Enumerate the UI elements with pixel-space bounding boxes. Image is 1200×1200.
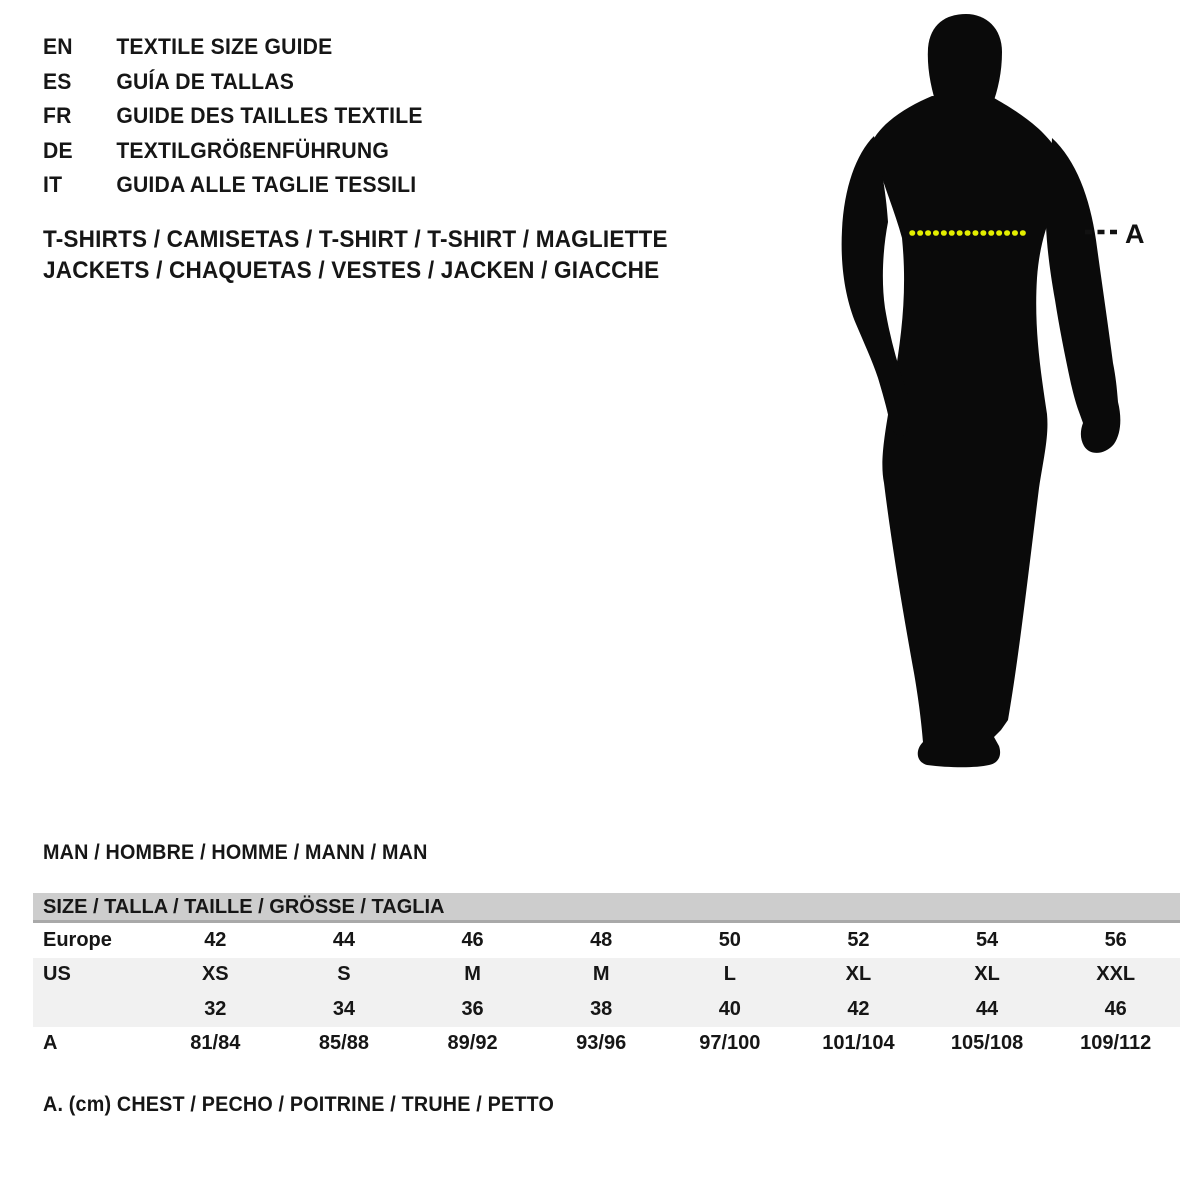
size-table-cell: 44 bbox=[332, 928, 356, 951]
size-table-cell: 48 bbox=[590, 928, 613, 951]
language-title-block bbox=[43, 30, 423, 203]
category-line-jackets: JACKETS / CHAQUETAS / VESTES / JACKEN / GIACCHE bbox=[43, 257, 660, 284]
size-table-cell: 44 bbox=[975, 997, 999, 1020]
size-table-cell: XS bbox=[201, 963, 229, 986]
size-table-row bbox=[33, 992, 1180, 1027]
category-line-tshirts: T-SHIRTS / CAMISETAS / T-SHIRT / T-SHIRT / MAGLIETTE bbox=[43, 226, 668, 253]
language-code: ES bbox=[43, 68, 72, 94]
size-table-cell: S bbox=[337, 963, 351, 986]
size-table-cell: 56 bbox=[1104, 928, 1127, 951]
size-table-cell: M bbox=[464, 963, 481, 986]
size-table-row-label: US bbox=[43, 963, 71, 986]
size-table-cell: 105/108 bbox=[950, 1032, 1024, 1055]
size-table-cell: L bbox=[723, 963, 736, 986]
size-table-cell: 93/96 bbox=[576, 1032, 627, 1055]
man-silhouette-head bbox=[928, 14, 1002, 106]
size-table bbox=[33, 893, 1180, 1061]
category-block bbox=[43, 224, 668, 286]
man-silhouette-svg bbox=[828, 8, 1150, 790]
size-table-cell: 101/104 bbox=[822, 1032, 895, 1055]
size-table-cell: 97/100 bbox=[699, 1032, 761, 1055]
size-table-cell: 46 bbox=[1104, 997, 1127, 1020]
guide-title: TEXTILE SIZE GUIDE bbox=[116, 34, 333, 60]
size-table-cell: 81/84 bbox=[190, 1032, 241, 1055]
language-row bbox=[43, 168, 423, 203]
size-table-cell: 46 bbox=[461, 928, 484, 951]
language-row bbox=[43, 134, 423, 169]
size-table-cell: 54 bbox=[975, 928, 999, 951]
size-table-cell: M bbox=[592, 963, 610, 986]
size-table-cell: XL bbox=[974, 963, 1000, 986]
size-table-cell: 40 bbox=[718, 997, 741, 1020]
language-row bbox=[43, 65, 423, 100]
size-table-cell: 36 bbox=[461, 997, 484, 1020]
size-table-row bbox=[33, 1027, 1180, 1062]
size-table-row bbox=[33, 958, 1180, 993]
size-table-cell: 42 bbox=[204, 928, 227, 951]
size-table-cell: 50 bbox=[718, 928, 741, 951]
language-code: EN bbox=[43, 34, 73, 60]
measurement-footnote: A. (cm) CHEST / PECHO / POITRINE / TRUHE / PETTO bbox=[43, 1093, 554, 1116]
measure-label-a: A bbox=[1125, 219, 1145, 249]
language-code: FR bbox=[43, 103, 72, 129]
guide-title: GUÍA DE TALLAS bbox=[116, 68, 295, 94]
man-silhouette-figure bbox=[828, 8, 1150, 795]
language-row bbox=[43, 30, 423, 65]
guide-title: TEXTILGRÖßENFÜHRUNG bbox=[116, 137, 389, 163]
size-table-cell: 85/88 bbox=[318, 1032, 369, 1055]
size-table-cell: 89/92 bbox=[447, 1032, 498, 1055]
size-table-cell: 42 bbox=[847, 997, 870, 1020]
guide-title: GUIDE DES TAILLES TEXTILE bbox=[116, 103, 423, 129]
size-table-cell: XL bbox=[845, 963, 872, 986]
size-table-cell: 52 bbox=[847, 928, 870, 951]
size-table-header: SIZE / TALLA / TAILLE / GRÖSSE / TAGLIA bbox=[33, 893, 1180, 923]
language-code: DE bbox=[43, 137, 73, 163]
language-row bbox=[43, 99, 423, 134]
size-table-cell: 32 bbox=[204, 997, 227, 1020]
size-table-cell: 34 bbox=[332, 997, 356, 1020]
size-table-cell: 38 bbox=[590, 997, 613, 1020]
size-table-row-label: Europe bbox=[43, 928, 112, 951]
section-heading-man: MAN / HOMBRE / HOMME / MANN / MAN bbox=[43, 841, 428, 864]
guide-title: GUIDA ALLE TAGLIE TESSILI bbox=[116, 172, 417, 198]
language-code: IT bbox=[43, 172, 63, 198]
size-table-row bbox=[33, 923, 1180, 958]
size-table-cell: XXL bbox=[1096, 963, 1136, 986]
size-table-row-label: A bbox=[43, 1032, 58, 1055]
size-table-cell: 109/112 bbox=[1080, 1032, 1152, 1055]
man-silhouette-right-arm bbox=[1046, 138, 1120, 453]
size-table-body bbox=[33, 923, 1180, 1061]
